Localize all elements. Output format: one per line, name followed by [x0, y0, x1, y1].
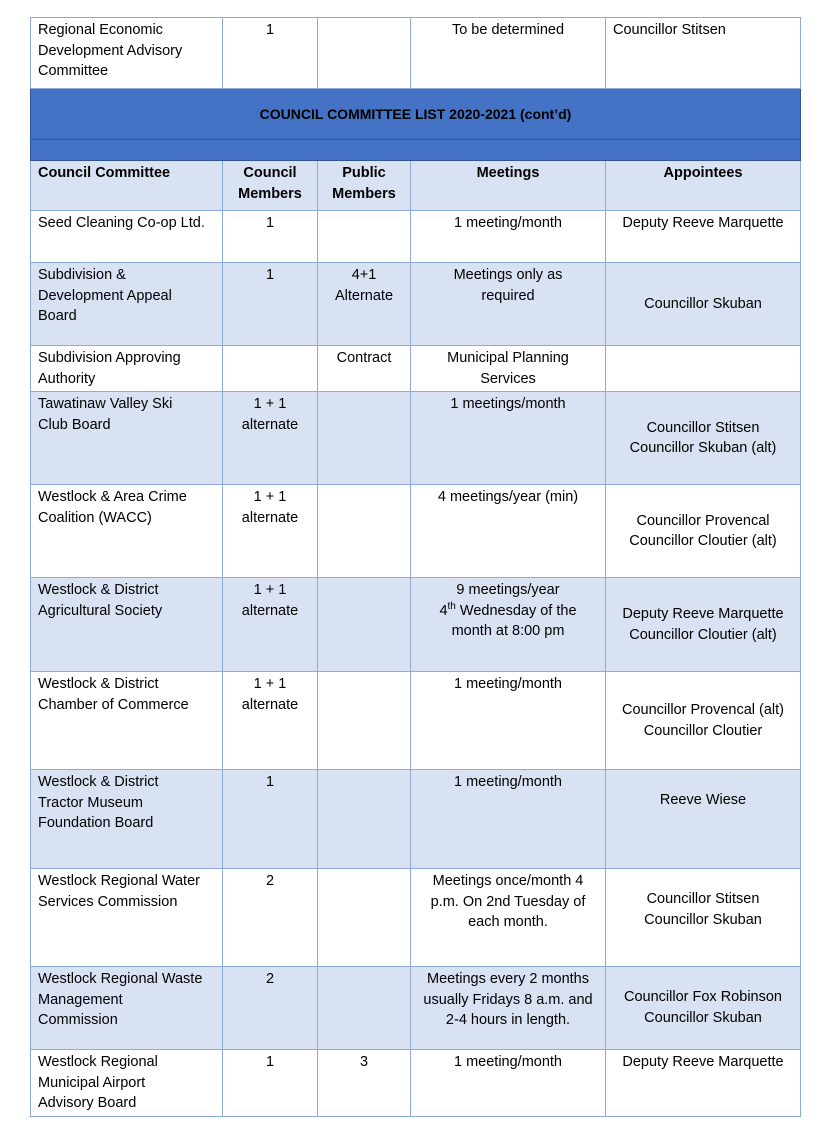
cell-line: Councillor Skuban (alt) — [629, 440, 777, 456]
appointees-cell — [606, 18, 801, 89]
cell-line: 1 meeting/month — [453, 676, 562, 692]
appointees-cell — [606, 485, 801, 578]
cell-line: alternate — [241, 509, 299, 526]
council-members-cell — [223, 263, 318, 346]
column-header-public-members: Public Members — [318, 161, 411, 211]
cell-line: Contract — [336, 350, 392, 366]
council-members-cell — [223, 1050, 318, 1117]
public-members-cell — [318, 1050, 411, 1117]
title-banner-row — [31, 89, 801, 140]
cell-line: Seed Cleaning Co-op Ltd. — [38, 215, 205, 231]
cell-line: Westlock Regional — [38, 1054, 158, 1070]
cell-line: Subdivision & — [38, 267, 126, 283]
cell-line: Agricultural Society — [38, 602, 163, 619]
council-members-cell: 1 — [223, 18, 318, 89]
public-members-cell — [318, 869, 411, 967]
cell-line: 1 + 1 — [253, 489, 287, 505]
cell-line: Westlock & District — [38, 774, 159, 790]
committee-cell — [31, 578, 223, 672]
cell-line: alternate — [241, 602, 299, 619]
cell-line: Councillor Provencal (alt) — [622, 702, 784, 718]
meetings-cell — [411, 392, 606, 485]
cell-line: month at 8:00 pm — [451, 623, 565, 639]
cell-line: Councillor Provencal — [636, 512, 770, 529]
council-members-cell — [223, 770, 318, 869]
council-members-cell — [223, 392, 318, 485]
table-row — [31, 967, 801, 1050]
cell-line: 1 meeting/month — [453, 774, 562, 790]
table-row — [31, 770, 801, 869]
table-row — [31, 1050, 801, 1117]
table-row — [31, 869, 801, 967]
committee-cell — [31, 770, 223, 869]
meetings-cell — [411, 967, 606, 1050]
column-header-row — [31, 161, 801, 211]
committee-cell — [31, 967, 223, 1050]
cell-line: Councillor Fox Robinson — [624, 989, 782, 1005]
public-members-cell — [318, 18, 411, 89]
committee-page — [30, 17, 800, 1117]
cell-line: Foundation Board — [38, 815, 154, 831]
appointees-cell — [606, 346, 801, 392]
committee-cell — [31, 211, 223, 263]
cell-line: Authority — [38, 370, 96, 387]
appointees-cell — [606, 869, 801, 967]
cell-line: Tractor Museum — [38, 794, 144, 811]
table-row — [31, 392, 801, 485]
cell-line: Deputy Reeve Marquette — [622, 215, 784, 231]
cell-line: Development Advisory — [38, 42, 183, 59]
cell-line: Councillor Cloutier — [643, 722, 763, 739]
table-row — [31, 485, 801, 578]
cell-line: Board — [38, 308, 77, 324]
cell-line: Deputy Reeve Marquette — [622, 606, 784, 622]
meetings-cell — [411, 578, 606, 672]
column-header-council-members: Council Members — [223, 161, 318, 211]
committee-cell — [31, 485, 223, 578]
cell-line: Westlock & Area Crime — [38, 489, 187, 505]
meetings-cell — [411, 869, 606, 967]
cell-line: 1 — [265, 774, 275, 790]
cell-line: Councillor Skuban — [644, 911, 762, 928]
ordinal-suffix: th — [447, 600, 456, 612]
column-header-appointees: Appointees — [606, 161, 801, 211]
cell-line: Deputy Reeve Marquette — [622, 1054, 784, 1070]
appointees-cell — [606, 770, 801, 869]
committee-cell — [31, 18, 223, 89]
cell-line: 1 + 1 — [253, 676, 287, 692]
table-row-continued — [31, 18, 801, 89]
cell-line: Services Commission — [38, 893, 178, 910]
cell-line: Westlock & District — [38, 676, 159, 692]
committee-cell — [31, 346, 223, 392]
meetings-cell: To be determined — [411, 18, 606, 89]
cell-line: Meetings only as — [453, 267, 563, 283]
council-members-cell — [223, 672, 318, 770]
cell-line: 4 meetings/year (min) — [437, 489, 579, 505]
cell-line: Services — [480, 370, 536, 387]
table-row — [31, 263, 801, 346]
meetings-cell — [411, 770, 606, 869]
public-members-cell — [318, 672, 411, 770]
cell-line: Municipal Airport — [38, 1074, 146, 1091]
table-row — [31, 211, 801, 263]
committee-cell — [31, 263, 223, 346]
cell-line: Coalition (WACC) — [38, 509, 152, 526]
committee-cell — [31, 672, 223, 770]
cell-line: Commission — [38, 1012, 118, 1028]
cell-line: Councillor Skuban — [644, 295, 762, 312]
table-row — [31, 346, 801, 392]
cell-line: 2-4 hours in length. — [445, 1012, 571, 1028]
public-members-cell — [318, 578, 411, 672]
column-header-committee: Council Committee — [31, 161, 223, 211]
appointees-cell — [606, 263, 801, 346]
cell-line: each month. — [468, 914, 548, 930]
cell-line: alternate — [241, 696, 299, 713]
cell-line: 4+1 — [351, 267, 377, 283]
meetings-cell — [411, 672, 606, 770]
appointees-cell — [606, 392, 801, 485]
cell-line: p.m. On 2nd Tuesday of — [430, 893, 586, 910]
committee-cell — [31, 869, 223, 967]
public-members-cell — [318, 392, 411, 485]
table-title: COUNCIL COMMITTEE LIST 2020-2021 (cont’d) — [31, 89, 801, 140]
cell-line: Meetings once/month 4 — [432, 873, 584, 889]
cell-line: 1 meeting/month — [453, 1054, 562, 1070]
table-row — [31, 578, 801, 672]
appointees-cell — [606, 672, 801, 770]
committee-table — [30, 17, 801, 1117]
table-row — [31, 672, 801, 770]
public-members-cell — [318, 211, 411, 263]
cell-line: Councillor Cloutier (alt) — [629, 533, 777, 549]
cell-line: 1 — [265, 1054, 275, 1070]
cell-line: 2 — [265, 971, 275, 987]
appointees-cell — [606, 211, 801, 263]
cell-line: Tawatinaw Valley Ski — [38, 396, 173, 412]
cell-line: 1 meetings/month — [450, 396, 566, 412]
cell-line: usually Fridays 8 a.m. and — [423, 991, 593, 1008]
committee-cell — [31, 392, 223, 485]
cell-line: Club Board — [38, 416, 111, 433]
cell-line: Reeve Wiese — [659, 792, 747, 808]
cell-line: 1 — [265, 215, 275, 231]
council-members-cell — [223, 485, 318, 578]
cell-line: alternate — [241, 416, 299, 433]
public-members-cell — [318, 485, 411, 578]
council-members-cell — [223, 346, 318, 392]
cell-line: 3 — [359, 1054, 369, 1070]
cell-line: Regional Economic — [38, 22, 163, 38]
appointees-cell — [606, 1050, 801, 1117]
council-members-cell — [223, 967, 318, 1050]
column-header-meetings: Meetings — [411, 161, 606, 211]
cell-line: 1 meeting/month — [453, 215, 562, 231]
cell-line: Meetings every 2 months — [427, 971, 589, 987]
cell-line: Westlock & District — [38, 582, 159, 598]
cell-line: Municipal Planning — [447, 350, 569, 366]
cell-line: 2 — [265, 873, 275, 889]
meetings-cell — [411, 263, 606, 346]
cell-line: Councillor Stitsen — [613, 22, 726, 38]
council-members-cell — [223, 869, 318, 967]
council-members-cell — [223, 578, 318, 672]
cell-line: Advisory Board — [38, 1095, 137, 1111]
cell-line: required — [481, 287, 535, 304]
banner-spacer-row — [31, 140, 801, 161]
public-members-cell — [318, 967, 411, 1050]
meetings-cell — [411, 211, 606, 263]
cell-line: 1 + 1 — [253, 582, 287, 598]
banner-spacer — [31, 140, 801, 161]
council-members-cell — [223, 211, 318, 263]
public-members-cell — [318, 770, 411, 869]
meetings-cell — [411, 485, 606, 578]
appointees-cell — [606, 967, 801, 1050]
public-members-cell — [318, 263, 411, 346]
cell-line: Alternate — [334, 287, 394, 304]
committee-cell — [31, 1050, 223, 1117]
cell-line: Councillor Stitsen — [646, 419, 760, 436]
cell-line: Committee — [38, 63, 109, 79]
cell-line: Councillor Stitsen — [646, 891, 760, 907]
cell-line: Councillor Cloutier (alt) — [629, 626, 777, 643]
meetings-cell — [411, 346, 606, 392]
cell-line: 4th Wednesday of the — [439, 600, 577, 619]
cell-line: Development Appeal — [38, 287, 172, 304]
cell-line: Westlock Regional Water — [38, 873, 200, 889]
cell-line: Subdivision Approving — [38, 350, 181, 366]
appointees-cell — [606, 578, 801, 672]
cell-line: Westlock Regional Waste — [38, 971, 203, 987]
cell-line: Chamber of Commerce — [38, 696, 189, 713]
cell-line: Councillor Skuban — [644, 1009, 762, 1026]
cell-line: 1 — [265, 267, 275, 283]
cell-line: 9 meetings/year — [456, 582, 560, 598]
public-members-cell — [318, 346, 411, 392]
cell-line: 1 + 1 — [253, 396, 287, 412]
cell-line: Management — [38, 991, 123, 1008]
meetings-cell — [411, 1050, 606, 1117]
